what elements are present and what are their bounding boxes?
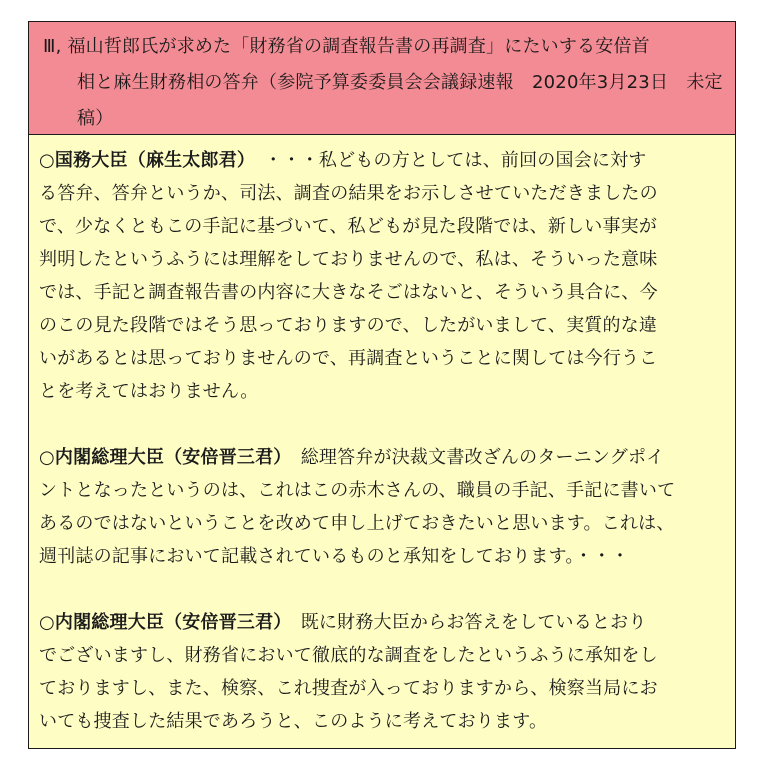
header-line: Ⅲ, 福山哲郎氏が求めた「財務省の調査報告書の再調査」にたいする安倍首 xyxy=(43,36,650,57)
speaker-label: ○内閣総理大臣（安倍晋三君） xyxy=(39,447,283,468)
statement-line: では、手記と調査報告書の内容に大きなそごはないと、そういう具合に、今 xyxy=(39,282,658,303)
statement-first-line xyxy=(39,441,735,474)
statement-line: 週刊誌の記事において記載されているものと承知をしております。・・・ xyxy=(39,546,630,567)
statement-line: いても捜査した結果であろうと、このように考えております。 xyxy=(39,711,548,732)
statement-line: で、少なくともこの手記に基づいて、私どもが見た段階では、新しい事実が xyxy=(39,216,658,237)
statement-text: 既に財務大臣からお答えをしているとおり xyxy=(282,612,647,633)
statement-line: でございますし、財務省において徹底的な調査をしたというふうに承知をし xyxy=(39,645,658,666)
statement-text: 総理答弁が決裁文書改ざんのターニングポイ xyxy=(282,447,665,468)
statement-line: あるのではないということを改めて申し上げておきたいと思います。これは、 xyxy=(39,513,675,534)
statement-abe-2 xyxy=(39,606,735,738)
statement-line: ておりますし、また、検察、これ捜査が入っておりますから、検察当局にお xyxy=(39,678,658,699)
statement-abe-1 xyxy=(39,441,735,573)
statement-line: る答弁、答弁というか、司法、調査の結果をお示しさせていただきましたの xyxy=(39,183,658,204)
statement-line: とを考えてはおりません。 xyxy=(39,381,259,402)
statement-line: 判明したというふうには理解をしておりませんので、私は、そういった意味 xyxy=(39,249,658,270)
speaker-label: ○内閣総理大臣（安倍晋三君） xyxy=(39,612,283,633)
statement-first-line xyxy=(39,144,735,177)
statement-line: のこの見た段階ではそう思っておりますので、したがいまして、実質的な違 xyxy=(39,315,658,336)
statement-line: いがあるとは思っておりませんので、再調査ということに関しては今行うこ xyxy=(39,348,658,369)
header-line: 相と麻生財務相の答弁（参院予算委委員会会議録速報 2020年3月23日 未定 xyxy=(77,72,723,93)
header-line: 稿） xyxy=(77,108,114,129)
paragraph-gap xyxy=(39,408,735,441)
statement-first-line xyxy=(39,606,735,639)
transcript-body xyxy=(29,135,735,748)
paragraph-gap xyxy=(39,573,735,606)
statement-aso xyxy=(39,144,735,408)
speaker-label: ○国務大臣（麻生太郎君） xyxy=(39,150,247,171)
document-box xyxy=(28,21,736,749)
statement-line: ントとなったというのは、これはこの赤木さんの、職員の手記、手記に書いて xyxy=(39,480,676,501)
section-header xyxy=(29,22,735,135)
statement-text: ・・・私どもの方としては、前回の国会に対す xyxy=(246,150,647,171)
